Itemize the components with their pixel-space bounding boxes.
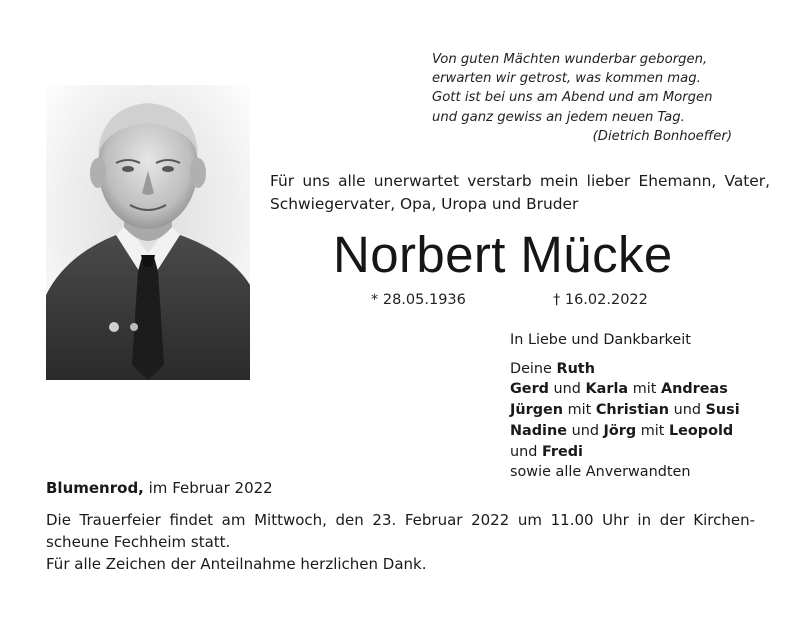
family-member-name: Nadine (510, 422, 567, 439)
family-line (510, 379, 790, 400)
intro-line: Für uns alle unerwartet verstarb mein lieber Ehemann, Vater, (270, 172, 770, 190)
funeral-line: Die Trauerfeier findet am Mittwoch, den 23. Februar 2022 um 11.00 Uhr in der Kirchen- (46, 511, 755, 529)
family-line (510, 442, 790, 463)
birth-date: * 28.05.1936 (371, 292, 466, 308)
notice-date: im Februar 2022 (143, 479, 273, 497)
family-member-name: Jörg (603, 422, 637, 439)
family-signature (510, 330, 790, 483)
family-member-name: Leopold (668, 422, 734, 439)
family-line (510, 359, 790, 380)
poem-line: und ganz gewiss an jedem neuen Tag. (432, 109, 685, 125)
family-closing: sowie alle Anverwandten (510, 464, 691, 481)
connector-text: Deine (510, 360, 557, 377)
family-line (510, 421, 790, 442)
death-date: † 16.02.2022 (553, 292, 648, 308)
intro-text (270, 170, 770, 216)
family-heading: In Liebe und Dankbarkeit (510, 332, 691, 348)
poem-block (432, 50, 752, 146)
connector-text: mit (563, 402, 596, 419)
thanks-line: Für alle Zeichen der Anteilnahme herzlichen Dank. (46, 555, 427, 573)
poem-author: (Dietrich Bonhoeffer) (592, 128, 732, 144)
connector-text: und (567, 422, 604, 439)
connector-text: und (669, 402, 706, 419)
family-member-name: Fredi (541, 443, 583, 460)
family-member-name: Christian (595, 402, 669, 419)
funeral-info (46, 510, 755, 553)
place-name: Blumenrod, (46, 479, 144, 497)
poem-line: erwarten wir getrost, was kommen mag. (432, 71, 701, 87)
portrait-photo (46, 85, 250, 380)
connector-text: mit (628, 381, 661, 398)
poem-line: Gott ist bei uns am Abend und am Morgen (432, 90, 713, 106)
funeral-line: scheune Fechheim statt. (46, 532, 231, 551)
family-member-name: Gerd (510, 381, 549, 398)
family-line (510, 400, 790, 421)
family-member-name: Jürgen (510, 402, 564, 419)
family-member-name: Andreas (660, 381, 728, 398)
family-member-name: Karla (585, 381, 629, 398)
deceased-name: Norbert Mücke (333, 226, 673, 283)
connector-text: und (548, 381, 586, 398)
family-member-name: Ruth (556, 360, 595, 377)
connector-text: mit (636, 422, 669, 439)
intro-line: Schwiegervater, Opa, Uropa und Bruder (270, 195, 579, 213)
poem-line: Von guten Mächten wunderbar geborgen, (432, 52, 708, 67)
family-member-name: Susi (705, 402, 740, 419)
place-date-line (46, 477, 273, 499)
connector-text: und (510, 443, 542, 460)
